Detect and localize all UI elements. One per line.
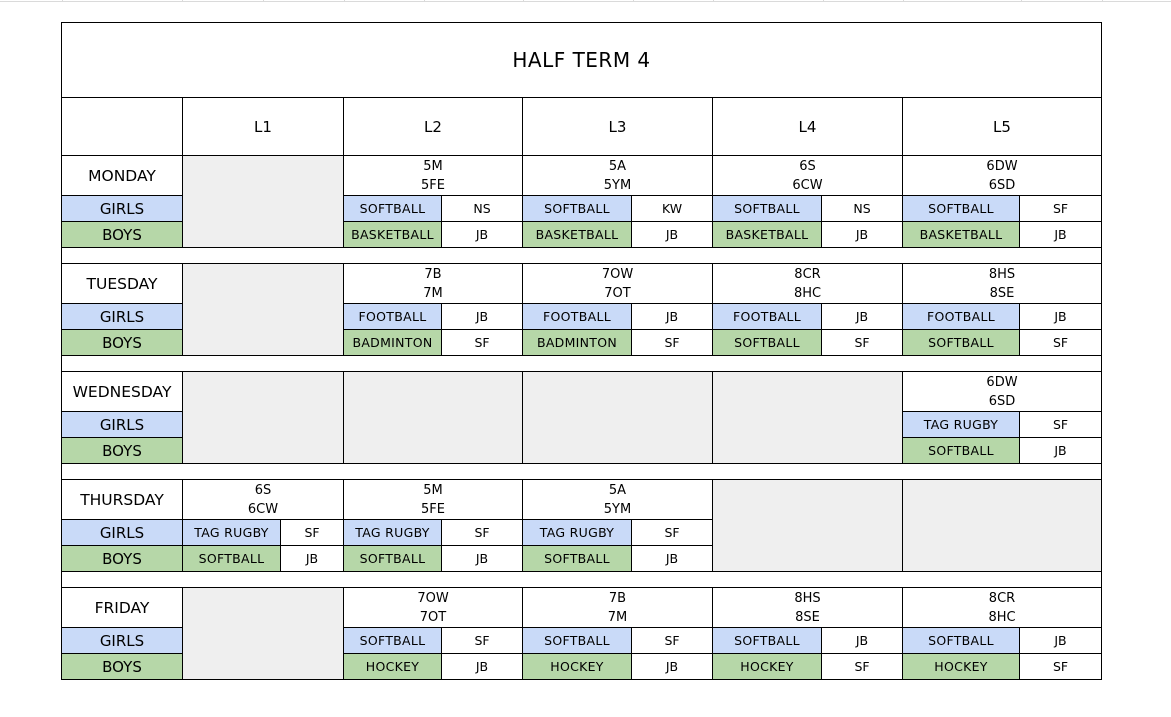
girls-activity: SOFTBALL bbox=[344, 196, 442, 222]
boys-activity: SOFTBALL bbox=[183, 546, 281, 572]
class-groups bbox=[523, 480, 713, 520]
boys-activity: BADMINTON bbox=[344, 330, 442, 356]
boys-teacher: JB bbox=[1020, 438, 1102, 464]
class-groups bbox=[523, 264, 713, 304]
boys-teacher: SF bbox=[442, 330, 523, 356]
class-code: 7M bbox=[607, 609, 628, 625]
class-code: 5M bbox=[423, 482, 443, 498]
boys-activity: SOFTBALL bbox=[713, 330, 822, 356]
class-code: 5A bbox=[608, 482, 627, 498]
boys-activity: SOFTBALL bbox=[903, 330, 1020, 356]
girls-teacher: SF bbox=[632, 628, 713, 654]
day-row-friday bbox=[62, 588, 1102, 628]
girls-activity: SOFTBALL bbox=[713, 628, 822, 654]
spacer-row bbox=[62, 248, 1102, 264]
girls-label: GIRLS bbox=[62, 196, 183, 222]
day-label: TUESDAY bbox=[62, 264, 183, 304]
title-row bbox=[62, 23, 1102, 98]
boys-activity: BADMINTON bbox=[523, 330, 632, 356]
class-groups bbox=[344, 588, 523, 628]
class-code: 7B bbox=[608, 590, 627, 606]
girls-label: GIRLS bbox=[62, 520, 183, 546]
class-code: 5YM bbox=[603, 501, 632, 517]
girls-activity: FOOTBALL bbox=[523, 304, 632, 330]
boys-teacher: SF bbox=[1020, 654, 1102, 680]
empty-slot bbox=[903, 480, 1102, 572]
class-code: 7OW bbox=[417, 590, 449, 606]
lesson-header-l4: L4 bbox=[713, 98, 903, 156]
class-code: 8HC bbox=[988, 609, 1016, 625]
boys-label: BOYS bbox=[62, 546, 183, 572]
girls-label: GIRLS bbox=[62, 628, 183, 654]
spacer-cell bbox=[62, 572, 1102, 588]
spacer-row bbox=[62, 464, 1102, 480]
timetable bbox=[61, 22, 1102, 680]
day-row-monday bbox=[62, 156, 1102, 196]
boys-activity: HOCKEY bbox=[344, 654, 442, 680]
day-row-thursday bbox=[62, 480, 1102, 520]
girls-teacher: JB bbox=[442, 304, 523, 330]
girls-teacher: SF bbox=[281, 520, 344, 546]
girls-teacher: NS bbox=[822, 196, 903, 222]
boys-activity: BASKETBALL bbox=[903, 222, 1020, 248]
girls-activity: TAG RUGBY bbox=[183, 520, 281, 546]
girls-label: GIRLS bbox=[62, 304, 183, 330]
girls-activity: SOFTBALL bbox=[344, 628, 442, 654]
boys-teacher: SF bbox=[1020, 330, 1102, 356]
girls-teacher: JB bbox=[1020, 628, 1102, 654]
empty-slot bbox=[183, 156, 344, 248]
lesson-header-l2: L2 bbox=[344, 98, 523, 156]
day-label: FRIDAY bbox=[62, 588, 183, 628]
boys-activity: SOFTBALL bbox=[344, 546, 442, 572]
spacer-cell bbox=[62, 464, 1102, 480]
empty-slot bbox=[713, 372, 903, 464]
girls-activity: FOOTBALL bbox=[344, 304, 442, 330]
page-title: HALF TERM 4 bbox=[62, 23, 1102, 98]
class-code: 8CR bbox=[988, 590, 1016, 606]
boys-label: BOYS bbox=[62, 330, 183, 356]
class-groups bbox=[523, 156, 713, 196]
class-groups bbox=[903, 372, 1102, 412]
girls-activity: SOFTBALL bbox=[523, 628, 632, 654]
girls-activity: SOFTBALL bbox=[523, 196, 632, 222]
class-code: 8HC bbox=[793, 285, 822, 301]
class-code: 6CW bbox=[792, 177, 823, 193]
lesson-header-row bbox=[62, 98, 1102, 156]
boys-activity: HOCKEY bbox=[903, 654, 1020, 680]
spacer-cell bbox=[62, 356, 1102, 372]
class-code: 8SE bbox=[795, 609, 820, 625]
class-groups bbox=[344, 264, 523, 304]
girls-activity: TAG RUGBY bbox=[523, 520, 632, 546]
girls-teacher: SF bbox=[442, 520, 523, 546]
class-code: 5FE bbox=[421, 501, 445, 517]
girls-teacher: JB bbox=[822, 304, 903, 330]
class-code: 6DW bbox=[986, 374, 1018, 390]
class-groups bbox=[713, 588, 903, 628]
boys-teacher: JB bbox=[632, 222, 713, 248]
boys-teacher: JB bbox=[1020, 222, 1102, 248]
lesson-header-l1: L1 bbox=[183, 98, 344, 156]
spacer-row bbox=[62, 356, 1102, 372]
boys-teacher: JB bbox=[632, 546, 713, 572]
empty-slot bbox=[344, 372, 523, 464]
girls-activity: SOFTBALL bbox=[903, 628, 1020, 654]
day-row-wednesday bbox=[62, 372, 1102, 412]
empty-slot bbox=[183, 372, 344, 464]
class-code: 5M bbox=[423, 158, 443, 174]
boys-teacher: SF bbox=[822, 654, 903, 680]
spacer-cell bbox=[62, 248, 1102, 264]
day-row-tuesday bbox=[62, 264, 1102, 304]
day-label: WEDNESDAY bbox=[62, 372, 183, 412]
girls-teacher: KW bbox=[632, 196, 713, 222]
class-code: 8CR bbox=[794, 266, 821, 282]
empty-slot bbox=[713, 480, 903, 572]
class-code: 8SE bbox=[989, 285, 1015, 301]
class-code: 6S bbox=[799, 158, 816, 174]
lesson-header-l3: L3 bbox=[523, 98, 713, 156]
class-code: 7OW bbox=[601, 266, 634, 282]
class-groups bbox=[344, 480, 523, 520]
girls-teacher: JB bbox=[1020, 304, 1102, 330]
class-code: 7OT bbox=[419, 609, 447, 625]
class-groups bbox=[713, 264, 903, 304]
girls-activity: FOOTBALL bbox=[713, 304, 822, 330]
spreadsheet-gridline-top bbox=[0, 0, 1171, 2]
girls-teacher: SF bbox=[442, 628, 523, 654]
girls-activity: SOFTBALL bbox=[713, 196, 822, 222]
girls-teacher: SF bbox=[1020, 196, 1102, 222]
class-code: 6CW bbox=[247, 501, 279, 517]
lesson-header-l5: L5 bbox=[903, 98, 1102, 156]
girls-teacher: SF bbox=[632, 520, 713, 546]
empty-slot bbox=[183, 588, 344, 680]
class-groups bbox=[713, 156, 903, 196]
class-code: 7M bbox=[423, 285, 443, 301]
class-code: 6SD bbox=[988, 393, 1016, 409]
class-code: 7OT bbox=[604, 285, 631, 301]
class-code: 8HS bbox=[794, 590, 821, 606]
girls-teacher: NS bbox=[442, 196, 523, 222]
boys-activity: SOFTBALL bbox=[523, 546, 632, 572]
girls-teacher: JB bbox=[632, 304, 713, 330]
class-code: 6S bbox=[254, 482, 272, 498]
class-groups bbox=[344, 156, 523, 196]
girls-activity: SOFTBALL bbox=[903, 196, 1020, 222]
boys-teacher: JB bbox=[442, 546, 523, 572]
girls-activity: FOOTBALL bbox=[903, 304, 1020, 330]
class-code: 5FE bbox=[421, 177, 445, 193]
boys-teacher: SF bbox=[822, 330, 903, 356]
boys-teacher: JB bbox=[442, 654, 523, 680]
girls-teacher: JB bbox=[822, 628, 903, 654]
class-code: 5A bbox=[608, 158, 627, 174]
boys-label: BOYS bbox=[62, 438, 183, 464]
empty-slot bbox=[183, 264, 344, 356]
day-label: MONDAY bbox=[62, 156, 183, 196]
girls-teacher: SF bbox=[1020, 412, 1102, 438]
boys-activity: BASKETBALL bbox=[713, 222, 822, 248]
boys-teacher: JB bbox=[632, 654, 713, 680]
boys-activity: BASKETBALL bbox=[344, 222, 442, 248]
day-label: THURSDAY bbox=[62, 480, 183, 520]
boys-label: BOYS bbox=[62, 222, 183, 248]
class-code: 5YM bbox=[603, 177, 632, 193]
class-code: 6DW bbox=[986, 158, 1018, 174]
empty-slot bbox=[523, 372, 713, 464]
boys-teacher: JB bbox=[442, 222, 523, 248]
girls-activity: TAG RUGBY bbox=[903, 412, 1020, 438]
class-code: 6SD bbox=[988, 177, 1016, 193]
boys-teacher: JB bbox=[822, 222, 903, 248]
spacer-row bbox=[62, 572, 1102, 588]
class-groups bbox=[903, 156, 1102, 196]
girls-activity: TAG RUGBY bbox=[344, 520, 442, 546]
class-groups bbox=[183, 480, 344, 520]
class-groups bbox=[903, 588, 1102, 628]
class-code: 7B bbox=[424, 266, 442, 282]
boys-teacher: SF bbox=[632, 330, 713, 356]
boys-activity: HOCKEY bbox=[713, 654, 822, 680]
boys-teacher: JB bbox=[281, 546, 344, 572]
class-groups bbox=[523, 588, 713, 628]
boys-label: BOYS bbox=[62, 654, 183, 680]
boys-activity: BASKETBALL bbox=[523, 222, 632, 248]
class-code: 8HS bbox=[988, 266, 1016, 282]
corner-cell bbox=[62, 98, 183, 156]
boys-activity: SOFTBALL bbox=[903, 438, 1020, 464]
class-groups bbox=[903, 264, 1102, 304]
girls-label: GIRLS bbox=[62, 412, 183, 438]
boys-activity: HOCKEY bbox=[523, 654, 632, 680]
